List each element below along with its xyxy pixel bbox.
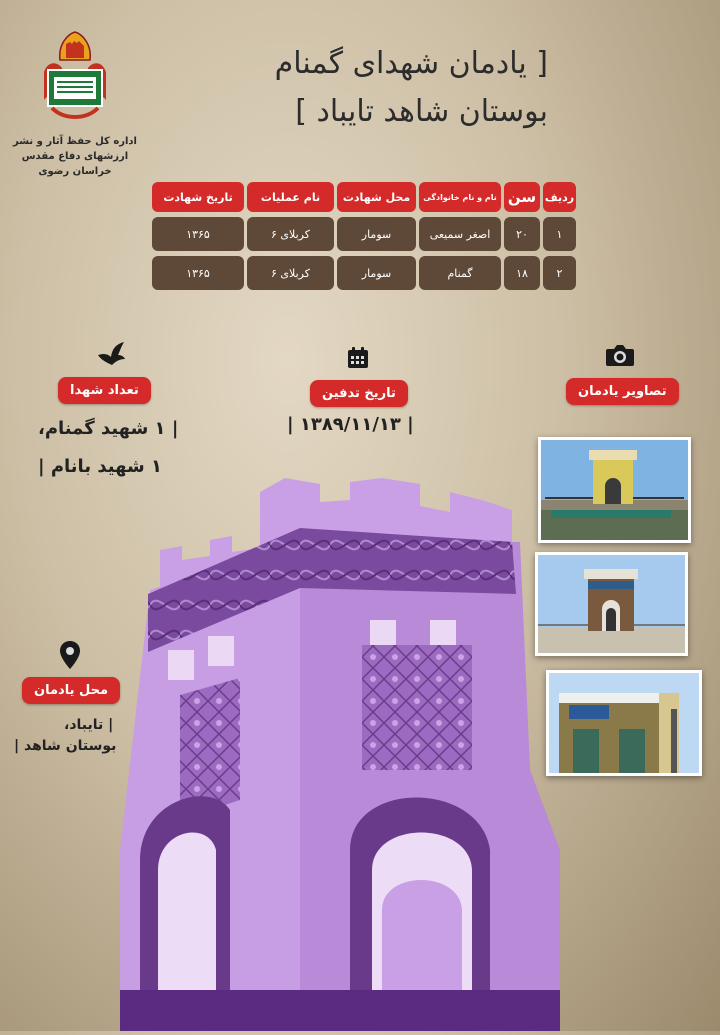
th-operation: نام عملیات (247, 182, 334, 212)
burial-date-label: تاریخ تدفین (310, 380, 408, 407)
th-row-number: ردیف (543, 182, 576, 212)
camera-icon (605, 343, 635, 367)
th-name: نام و نام خانوادگی (419, 182, 501, 212)
table-row (141, 256, 576, 290)
martyrs-count-line-2: ۱ شهید بانام | (38, 456, 162, 477)
martyrs-count-line-1: | ۱ شهید گمنام، (38, 418, 179, 439)
td-place: سومار (337, 256, 416, 290)
memorial-monument-illustration (120, 470, 560, 1031)
td-row-number: ۲ (543, 256, 576, 290)
location-line-1: | تایباد، (64, 717, 114, 733)
burial-date-value-row: | ۱۳۸۹/۱۱/۱۳ | (287, 414, 414, 435)
td-name: گمنام (419, 256, 501, 290)
title-bracket-open: [ (536, 46, 548, 81)
martyrs-count-label: تعداد شهدا (58, 377, 151, 404)
td-name: اصغر سمیعی (419, 217, 501, 251)
td-age: ۱۸ (504, 256, 540, 290)
location-label: محل یادمان (22, 677, 120, 704)
td-date: ۱۳۶۵ (152, 217, 244, 251)
table-header-row (141, 182, 576, 212)
burial-date-value: ۱۳۸۹/۱۱/۱۳ (299, 414, 401, 435)
td-operation: کربلای ۶ (247, 217, 334, 251)
location-line-2: بوستان شاهد | (14, 738, 117, 754)
memorial-photo-1[interactable] (538, 437, 691, 543)
page-title-line-1 (275, 46, 548, 81)
td-date: ۱۳۶۵ (152, 256, 244, 290)
td-age: ۲۰ (504, 217, 540, 251)
org-logo (38, 30, 112, 128)
org-line-1: اداره کل حفظ آثار و نشر (13, 136, 137, 147)
th-place: محل شهادت (337, 182, 416, 212)
photos-label: تصاویر یادمان (566, 378, 679, 405)
memorial-photo-3[interactable] (546, 670, 702, 776)
td-row-number: ۱ (543, 217, 576, 251)
page-title-line-2 (295, 94, 548, 129)
title-text-2: بوستان شاهد تایباد (316, 94, 548, 129)
th-age: سن (504, 182, 540, 212)
th-date: تاریخ شهادت (152, 182, 244, 212)
map-pin-icon (60, 641, 80, 669)
martyrs-count-text-2: ۱ شهید بانام (50, 456, 162, 477)
org-line-3: خراسان رضوی (38, 166, 112, 177)
table-row (141, 217, 576, 251)
td-place: سومار (337, 217, 416, 251)
location-text-1: تایباد، (64, 717, 104, 733)
martyrs-table (141, 182, 576, 295)
fist-flag-logo-icon (38, 30, 112, 128)
location-text-2: بوستان شاهد (24, 738, 117, 754)
title-text-1: یادمان شهدای گمنام (274, 46, 527, 81)
title-bracket-close: ] (295, 94, 307, 129)
org-name (0, 134, 150, 179)
org-line-2: ارزشهای دفاع مقدس (21, 151, 129, 162)
dove-icon (96, 341, 126, 367)
td-operation: کربلای ۶ (247, 256, 334, 290)
calendar-icon (346, 346, 370, 370)
martyrs-count-text-1: ۱ شهید گمنام، (38, 418, 166, 439)
